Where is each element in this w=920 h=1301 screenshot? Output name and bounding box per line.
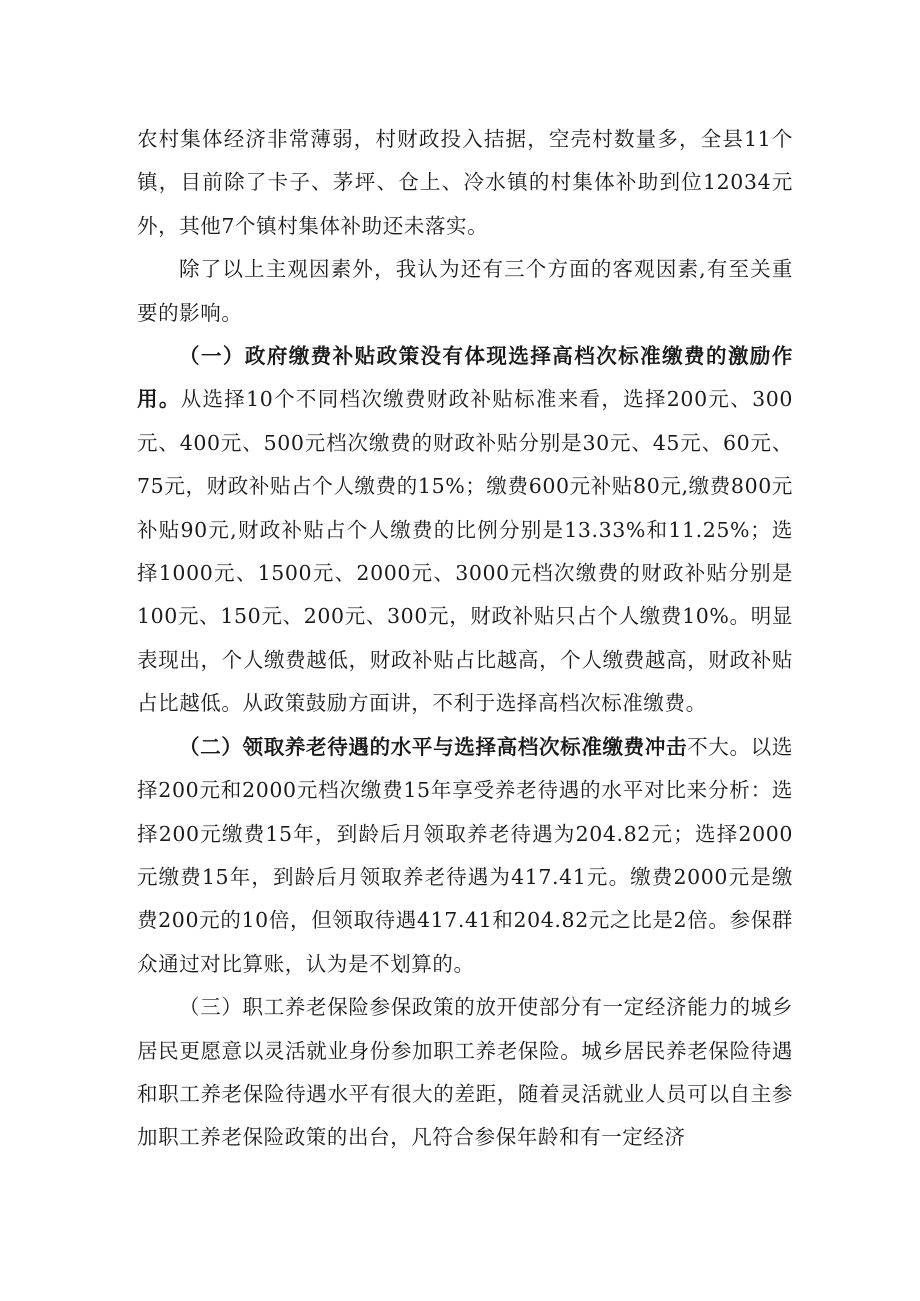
paragraph-subsidy-policy-body: 从选择10个不同档次缴费财政补贴标准来看，选择200元、300元、400元、500元档次缴费的财政补贴分别是30元、45元、60元、75元，财政补贴占个人缴费的15%；缴费600元补贴80元,缴费800元补贴90元,财政补贴占个人缴费的比例分别是13.33%和11.25%；选择1000元、1500元、2000元、3000元档次缴费的财政补贴分别是100元、150元、200元、300元，财政补贴只占个人缴费10%。明显表现出，个人缴费越低，财政补贴占比越高，个人缴费越高，财政补贴占比越低。从政策鼓励方面讲，不利于选择高档次标准缴费。 (137, 387, 793, 716)
paragraph-pension-level (137, 726, 793, 986)
heading-subsidy-policy: （一）政府缴费补贴政策没有体现选择高档次标准缴费的激励作用。 (137, 344, 793, 412)
heading-pension-level: （二）领取养老待遇的水平与选择高档次标准缴费冲击 (179, 734, 688, 759)
paragraph-pension-level-body: 不大。以选择200元和2000元档次缴费15年享受养老待遇的水平对比来分析：选择200元缴费15年，到龄后月领取养老待遇为204.82元；选择2000元缴费15年，到龄后月领取养老待遇为417.41元。缴费2000元是缴费200元的10倍，但领取待遇417.41和204.82元之比是2倍。参保群众通过对比算账，认为是不划算的。 (137, 734, 793, 976)
paragraph-employee-insurance: （三）职工养老保险参保政策的放开使部分有一定经济能力的城乡居民更愿意以灵活就业身份参加职工养老保险。城乡居民养老保险待遇和职工养老保险待遇水平有很大的差距，随着灵活就业人员可以自主参加职工养老保险政策的出台，凡符合参保年龄和有一定经济 (137, 995, 793, 1150)
paragraph-collective-economy: 农村集体经济非常薄弱，村财政投入拮据，空壳村数量多，全县11个镇，目前除了卡子、茅坪、仓上、冷水镇的村集体补助到位12034元外，其他7个镇村集体补助还未落实。 (137, 127, 793, 238)
paragraph-objective-factors-intro: 除了以上主观因素外，我认为还有三个方面的客观因素,有至关重要的影响。 (137, 257, 793, 325)
document-body (137, 118, 793, 1160)
paragraph-subsidy-policy (137, 335, 793, 726)
